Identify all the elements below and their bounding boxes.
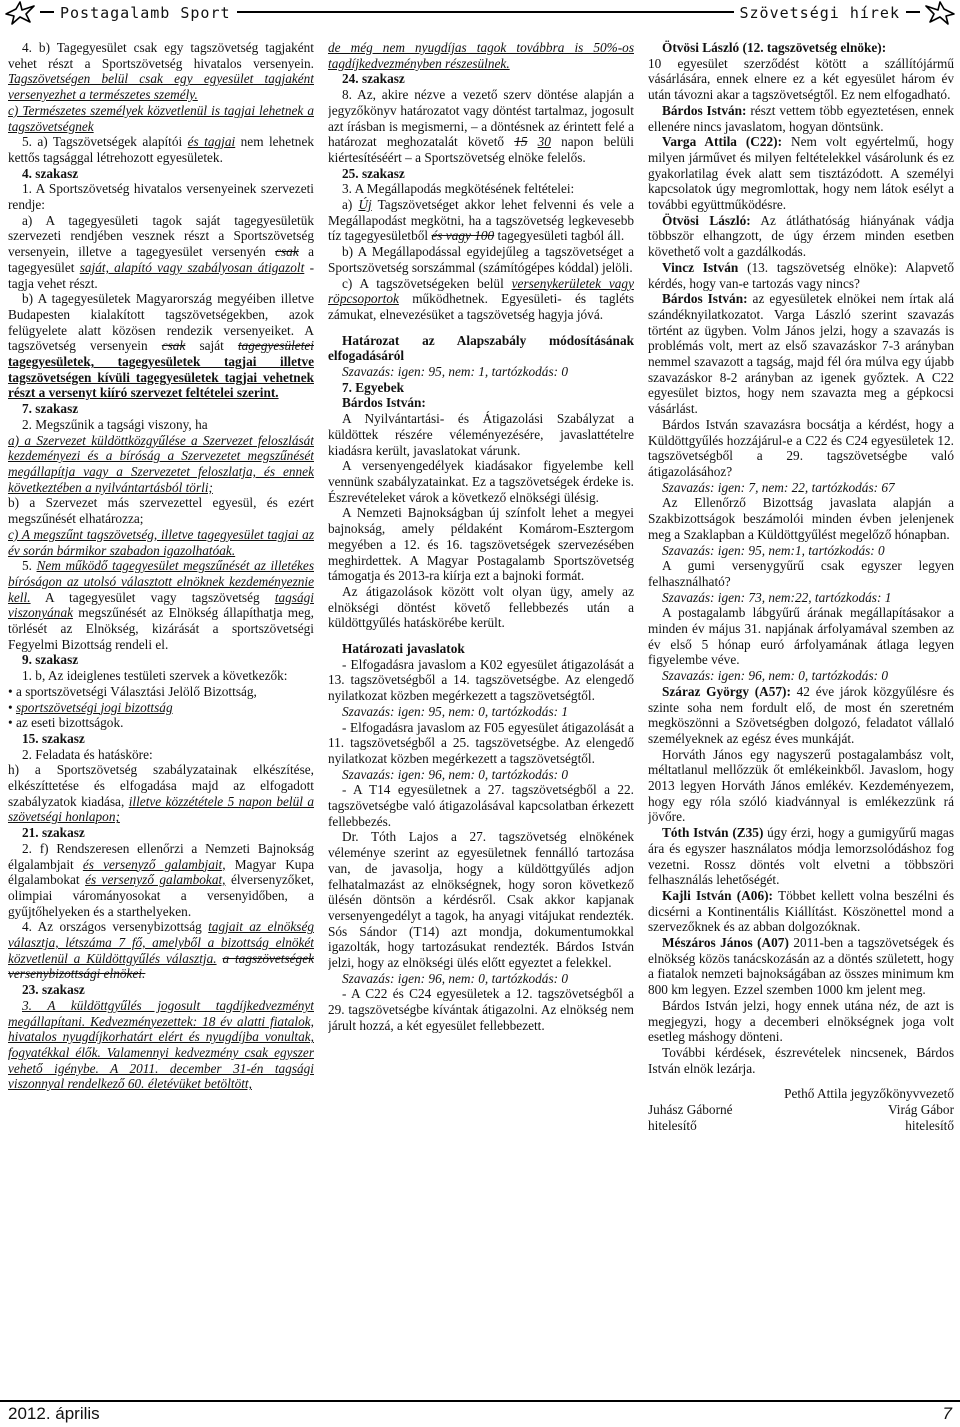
paragraph: h) a Sportszövetség szabályzatainak elkészítése, elkészíttetése és elfogadása majd az elfogadott szabályzatok kiadása, illetve közzététele 5 napon belül a szövetségi honlapon; (8, 762, 314, 825)
section-heading: Határozati javaslatok (342, 641, 465, 657)
paragraph: 2. f) Rendszeresen ellenőrzi a Nemzeti Bajnokság élgalambjait és versenyző galambjait, Magyar Kupa élgalambokat és versenyző galambokat, élversenyzőket, olimpiai várományosokat a versenyidőben, a gyűjtőhelyeken és a starthelyeken. (8, 840, 314, 919)
paragraph: Bárdos István jelzi, hogy ennek utána néz, de azt is megjegyzi, hogy a decemberi elnökségnek joga volt esetleg máshogy dönteni. (648, 997, 954, 1045)
paragraph: Ötvösi László: Az átláthatóság hiányának vádja többször elhangzott, de úgy érzem minden esetben követhető volt a gazdálkodás. (648, 212, 954, 260)
paragraph: c) Természetes személyek közvetlenül is tagjai lehetnek a tagszövetségnek (8, 102, 314, 134)
paragraph: Az átigazolások között volt olyan ügy, amely az elnökségi döntést követő fellebbezés után a küldöttgyűlés hatáskörébe került. (328, 583, 634, 631)
section-heading: 21. szakasz (22, 825, 85, 841)
section-heading: Határozat az Alapszabály módosításának elfogadásáról (328, 332, 634, 364)
paragraph: - A T14 egyesületnek a 27. tagszövetségből a 22. tagszövetségbe való átigazolásával kapcsolatban érkezett fellebbezés. (328, 782, 634, 829)
paragraph: a) Új Tagszövetséget akkor lehet felvenni és vele a Megállapodást megkötni, ha a tagszövetség legkevesebb tíz tagegyesületből és vagy 100 tagegyesületi tagból áll. (328, 197, 634, 244)
paragraph: - Elfogadásra javaslom a K02 egyesület átigazolását a 13. tagszövetségből a 14. tagszövetségbe. Az elengedő nyilatkozat közben megérkezett a tagszövetségtől. (328, 656, 634, 704)
paragraph: A versenyengedélyek kiadásakor figyelembe kell vennünk szabályzatainkat. Ez a tagszövetségek érdeke is. Észrevételeket várok a következő elnökségi ülésig. (328, 458, 634, 505)
paragraph: 3. A Megállapodás megkötésének feltételei: (342, 181, 575, 197)
section-title: Szövetségi hírek (734, 2, 907, 24)
paragraph: 1. A Sportszövetség hivatalos versenyeinek szervezeti rendje: (8, 181, 314, 213)
paragraph: Száraz György (A57): 42 éve járok közgyűlésre és szinte soha nem fordult elő, de most én szeretném megköszönni a Szövetségben dolgozó, feladatot vállaló személyeknek az egész éves munkáját. (648, 683, 954, 746)
paragraph: 5. Nem működő tagegyesület megszűnését az illetékes bíróságon az utolsó választott elnöknek kezdeményeznie kell. A tagegyesület vagy tagszövetség tagsági viszonyának megszűnését az Elnökség állapíthatja meg, törlését az Elnökség, kizárását a sportszövetségi Fegyelmi Bizottság rendeli el. (8, 558, 314, 652)
paragraph: a) A tagegyesületi tagok saját tagegyesületük szervezeti rendjében vesznek részt a Sportszövetség versenyein, illetve a tagegyesület versenyén csak a tagegyesület saját, alapító vagy szabályosan átigazolt - tagja vehet részt. (8, 212, 314, 291)
page-header (0, 0, 960, 26)
role-2: hitelesítő (905, 1117, 954, 1133)
role-1: hitelesítő (648, 1117, 697, 1133)
footer-rule (0, 1400, 960, 1402)
vote-result: Szavazás: igen: 95, nem: 1, tartózkodás: 0 (342, 364, 569, 380)
paragraph: Vincz István (13. tagszövetség elnöke): Alapvető kérdés, hogy van-e tartozás vagy nincs? (648, 259, 954, 291)
paragraph: 8. Az, akire nézve a vezető szerv döntése alapján a jegyzőkönyv határozatot vagy döntést tartalmaz, jogosult azt írásban is megismerni, – a döntésnek az érintett felé a határozat meghozatalát követő 15 30 napon belüli kiértesítéséért – a Sportszövetség elnöke felelős. (328, 87, 634, 165)
magazine-title: Postagalamb Sport (54, 2, 237, 24)
vote-result: Szavazás: igen: 73, nem:22, tartózkodás: 1 (662, 589, 892, 605)
speaker-name: Ötvösi László (12. tagszövetség elnöke): (662, 40, 887, 55)
paragraph: Bárdos István: az egyesületek elnökei nem írtak alá szándéknyilatkozatot. Varga László szerint szavazás történt az ügyben. Volm János jelzi, hogy a szavazás is problémás volt, mert az első szavazáskor 7-3 arányban nemmel szavazott a tagság, majd fél óra múlva egy újabb szavazáskor 8-2 arányban az igenek győztek. A C22 egyesület biztos, hogy nem szavazta meg a gépkocsi vásárlást. (648, 291, 954, 417)
paragraph: 3. A küldöttgyűlés jogosult tagdíjkedvezményt megállapítani. Kedvezményezettek: 18 év alatti fiatalok, hivatalos nyugdíjkorhatárt elért és nyugdíjba vonultak, fogyatékkal élők. Valamennyi kedvezmény csak egyszer vehető igénybe. A 2011. december 31-én tagsági viszonnyal rendelkező 60. életévüket betöltött, (8, 997, 314, 1092)
vote-result: Szavazás: igen: 96, nem: 0, tartózkodás: 0 (662, 668, 889, 684)
paragraph: - Elfogadásra javaslom az F05 egyesület átigazolását a 11. tagszövetségből a 25. tagszövetségbe. Az elengedő nyilatkozat közben megérkezett a tagszövetségtől. (328, 719, 634, 766)
paragraph: Horváth János egy nagyszerű postagalambász volt, méltatlanul mellőzzük őt emlékeinkből. Javaslom, hogy 2013 legyen Horváth János emlékév. Kezdeményezem, hogy egy róla szóló kiadvánnyal is emlékezzünk rá jövőre. (648, 746, 954, 825)
speaker-name: Bárdos István: (342, 395, 426, 411)
column-1 (8, 40, 314, 1380)
column-2 (328, 40, 634, 1380)
section-heading: 7. szakasz (22, 401, 79, 417)
pigeon-icon (4, 0, 36, 26)
paragraph: - A C22 és C24 egyesületek a 12. tagszövetségből a 29. tagszövetségbe kívántak átigazolni. Az elnökség nem járult hozzá, a két egyesület fellebbezett. (328, 986, 634, 1033)
paragraph: A gumi versenygyűrű csak egyszer legyen felhasználható? (648, 558, 954, 589)
paragraph: Az Ellenőrző Bizottság javaslata alapján a Szakbizottságok beszámolói minden évben jelenjenek meg a Szaklapban a Küldöttgyűlést megelőző hónapban. (648, 495, 954, 542)
paragraph: Bárdos István: részt vettem több egyeztetésen, ennek ellenére nincs javaslatom, hogyan döntsünk. (648, 102, 954, 134)
paragraph: A Nyilvántartási- és Átigazolási Szabályzat a küldöttek részére véleményezésére, javaslattételre kiadásra került, javaslatokat várunk. (328, 411, 634, 458)
paragraph: de még nem nyugdíjas tagok továbbra is 50%-os tagdíjkedvezményben részesülnek. (328, 40, 634, 71)
vote-result: Szavazás: igen: 96, nem: 0, tartózkodás: 0 (342, 970, 569, 986)
issue-date: 2012. április (8, 1404, 100, 1423)
paragraph: A postagalamb lábgyűrű árának megállapításakor a minden év május 31. napjának árfolyamával szemben az év első 5 hónap euró árfolyamának átlaga legyen figyelembe véve. (648, 605, 954, 668)
signatory-1: Juhász Gáborné (648, 1102, 733, 1118)
vote-result: Szavazás: igen: 96, nem: 0, tartózkodás: 0 (342, 766, 569, 782)
pigeon-icon (924, 0, 956, 26)
paragraph: 4. Az országos versenybizottság tagjait az elnökség választja, létszáma 7 fő, amelyből a bizottság elnökét közvetlenül a Küldöttgyűlés választja. a tagszövetségek versenybizottsági elnökei. (8, 919, 314, 982)
paragraph: 5. a) Tagszövetségek alapítói és tagjai nem lehetnek kettős tagsággal létrehozott egyesületek. (8, 134, 314, 165)
paragraph: 2. Megszűnik a tagsági viszony, ha (22, 416, 208, 432)
paragraph: Bárdos István szavazásra bocsátja a kérdést, hogy a Küldöttgyűlés hozzájárul-e a C22 és C24 egyesületek 12. tagszövetségből a 29. tagszövetségbe való átigazolásához? (648, 416, 954, 479)
paragraph: 2. Feladata és hatásköre: (22, 746, 153, 762)
paragraph: 4. b) Tagegyesület csak egy tagszövetség tagjaként vehet részt a Sportszövetség hivatalos versenyein. Tagszövetségen belül csak egy egyesület tagjaként versenyezhet a természetes személy. (8, 40, 314, 103)
section-heading: 25. szakasz (342, 165, 405, 181)
page-footer (0, 1398, 960, 1427)
paragraph: a) a Szervezet küldöttközgyűlése a Szervezet feloszlását kezdeményezi és a bíróság a Szervezetet megszűnését megállapítja vagy a Szervezetet feloszlatja, és ennek következtében a nyilvántartásból törli; (8, 432, 314, 495)
list-item: • a sportszövetségi Választási Jelölő Bizottság, (8, 683, 257, 699)
page-number: 7 (942, 1404, 952, 1423)
signature-roles (648, 1118, 954, 1134)
paragraph: További kérdések, észrevételek nincsenek, Bárdos István elnök lezárja. (648, 1045, 954, 1076)
section-heading: 7. Egyebek (342, 379, 405, 395)
paragraph: Kajli István (A06): Többet kellett volna beszélni és dicsérni a Kontinentális Kiállítást. Köszönettel mond a szervezőknek és az abban dolgozóknak. (648, 887, 954, 935)
vote-result: Szavazás: igen: 7, nem: 22, tartózkodás: 67 (662, 479, 895, 495)
paragraph: c) A tagszövetségeken belül versenykerületek vagy röpcsoportok működhetnek. Egyesületi- és tagléts zámukat, elnevezésüket a tagszövetség hagyja jóvá. (328, 275, 634, 322)
paragraph: c) A megszűnt tagszövetség, illetve tagegyesület tagjai az év során bármikor szabadon igazolhatóak. (8, 526, 314, 558)
list-item: • sportszövetségi jogi bizottság (8, 699, 173, 715)
paragraph: 10 egyesület szerződést kötött a szállítójármű vásárlására, ennek elnere ez a két egyesület három év után távozni akar a tagszövetségtől. Ez nem elfogadható. (648, 55, 954, 103)
list-item: • az eseti bizottságok. (8, 715, 124, 731)
section-heading: 4. szakasz (22, 165, 79, 181)
signatures (648, 1102, 954, 1118)
paragraph: b) a Szervezet más szervezettel egyesül, és ezért megszűnését elhatározza; (8, 495, 314, 527)
paragraph: Dr. Tóth Lajos a 27. tagszövetség elnökének véleménye szerint az egyesületnek fennálló tartozása van, de javasolja, hogy a küldöttgyűlés adjon felhatalmazást az elnökségnek, hogy soron következő ülésén döntsön a kérdésről. Csak akkor kapjanak versenyengedélyt a tagok, ha anyagi vitájukat rendezték. Sós Sándor (T14) azt mondja, dokumentumokkal igazolták, hogy tartozásukat rendezték. Bárdos István jelzi, hogy az elnökségi ülés előtt egyeztet a felekkel. (328, 829, 634, 971)
section-heading: 9. szakasz (22, 652, 79, 668)
section-heading: 23. szakasz (22, 982, 85, 998)
section-heading: 24. szakasz (342, 71, 405, 87)
section-heading: 15. szakasz (22, 730, 85, 746)
signatory-2: Virág Gábor (887, 1102, 954, 1118)
vote-result: Szavazás: igen: 95, nem:1, tartózkodás: 0 (662, 542, 885, 558)
column-3 (648, 40, 954, 1380)
paragraph: Tóth István (Z35) úgy érzi, hogy a gumigyűrű magas ára és egyszer használatos módja lemorzsolódáshoz fog vezetni. Rossz döntés volt elvetni a többszöri felhasználás lehetőségét. (648, 825, 954, 888)
minutes-keeper: Pethő Attila jegyzőkönyvvezető (784, 1086, 954, 1102)
paragraph: Mészáros János (A07) 2011-ben a tagszövetségek és elnökség közös tanácskozásán az a döntés született, hogy a fiatalok nemzeti bajnokságában az összes minimum km 800 km legyen. Ezzel szemben 1000 km jelent meg. (648, 935, 954, 998)
paragraph: A Nemzeti Bajnokságban új színfolt lehet a megyei bajnokság, amely példaként Komárom-Esztergom megyében a 12. és 16. tagszövetségek szervezésében meghirdettek. A Magyar Postagalamb Sportszövetség támogatja és 2013-ra kiírja ezt a bajnoki formát. (328, 505, 634, 584)
paragraph: Varga Attila (C22): Nem volt egyértelmű, hogy milyen járművet és milyen feltételekkel vásárolunk és ez gyakorlatilag évek alatt sem tisztázódott. A személyi kapcsolatok úgy megromlottak, hogy nem látok esélyt a további együttműködésre. (648, 134, 954, 213)
vote-result: Szavazás: igen: 95, nem: 0, tartózkodás: 1 (342, 703, 569, 719)
paragraph: b) A Megállapodással egyidejűleg a tagszövetséget a Sportszövetség sorszámmal (számítógépes kóddal) jelöli. (328, 244, 634, 275)
paragraph: 1. b, Az ideiglenes testületi szervek a következők: (22, 668, 288, 684)
paragraph: b) A tagegyesületek Magyarország megyéiben illetve Budapesten kialakított tagszövetségekben, azok felügyelete alatt közösen rendezik versenyeiket. A tagszövetség versenyein csak saját tagegyesületei tagegyesületek, tagegyesületek tagjai illetve tagszövetségen kívüli tagegyesületek tagjai vehetnek részt a versenyt kiíró szervezet feltételei szerint. (8, 291, 314, 401)
